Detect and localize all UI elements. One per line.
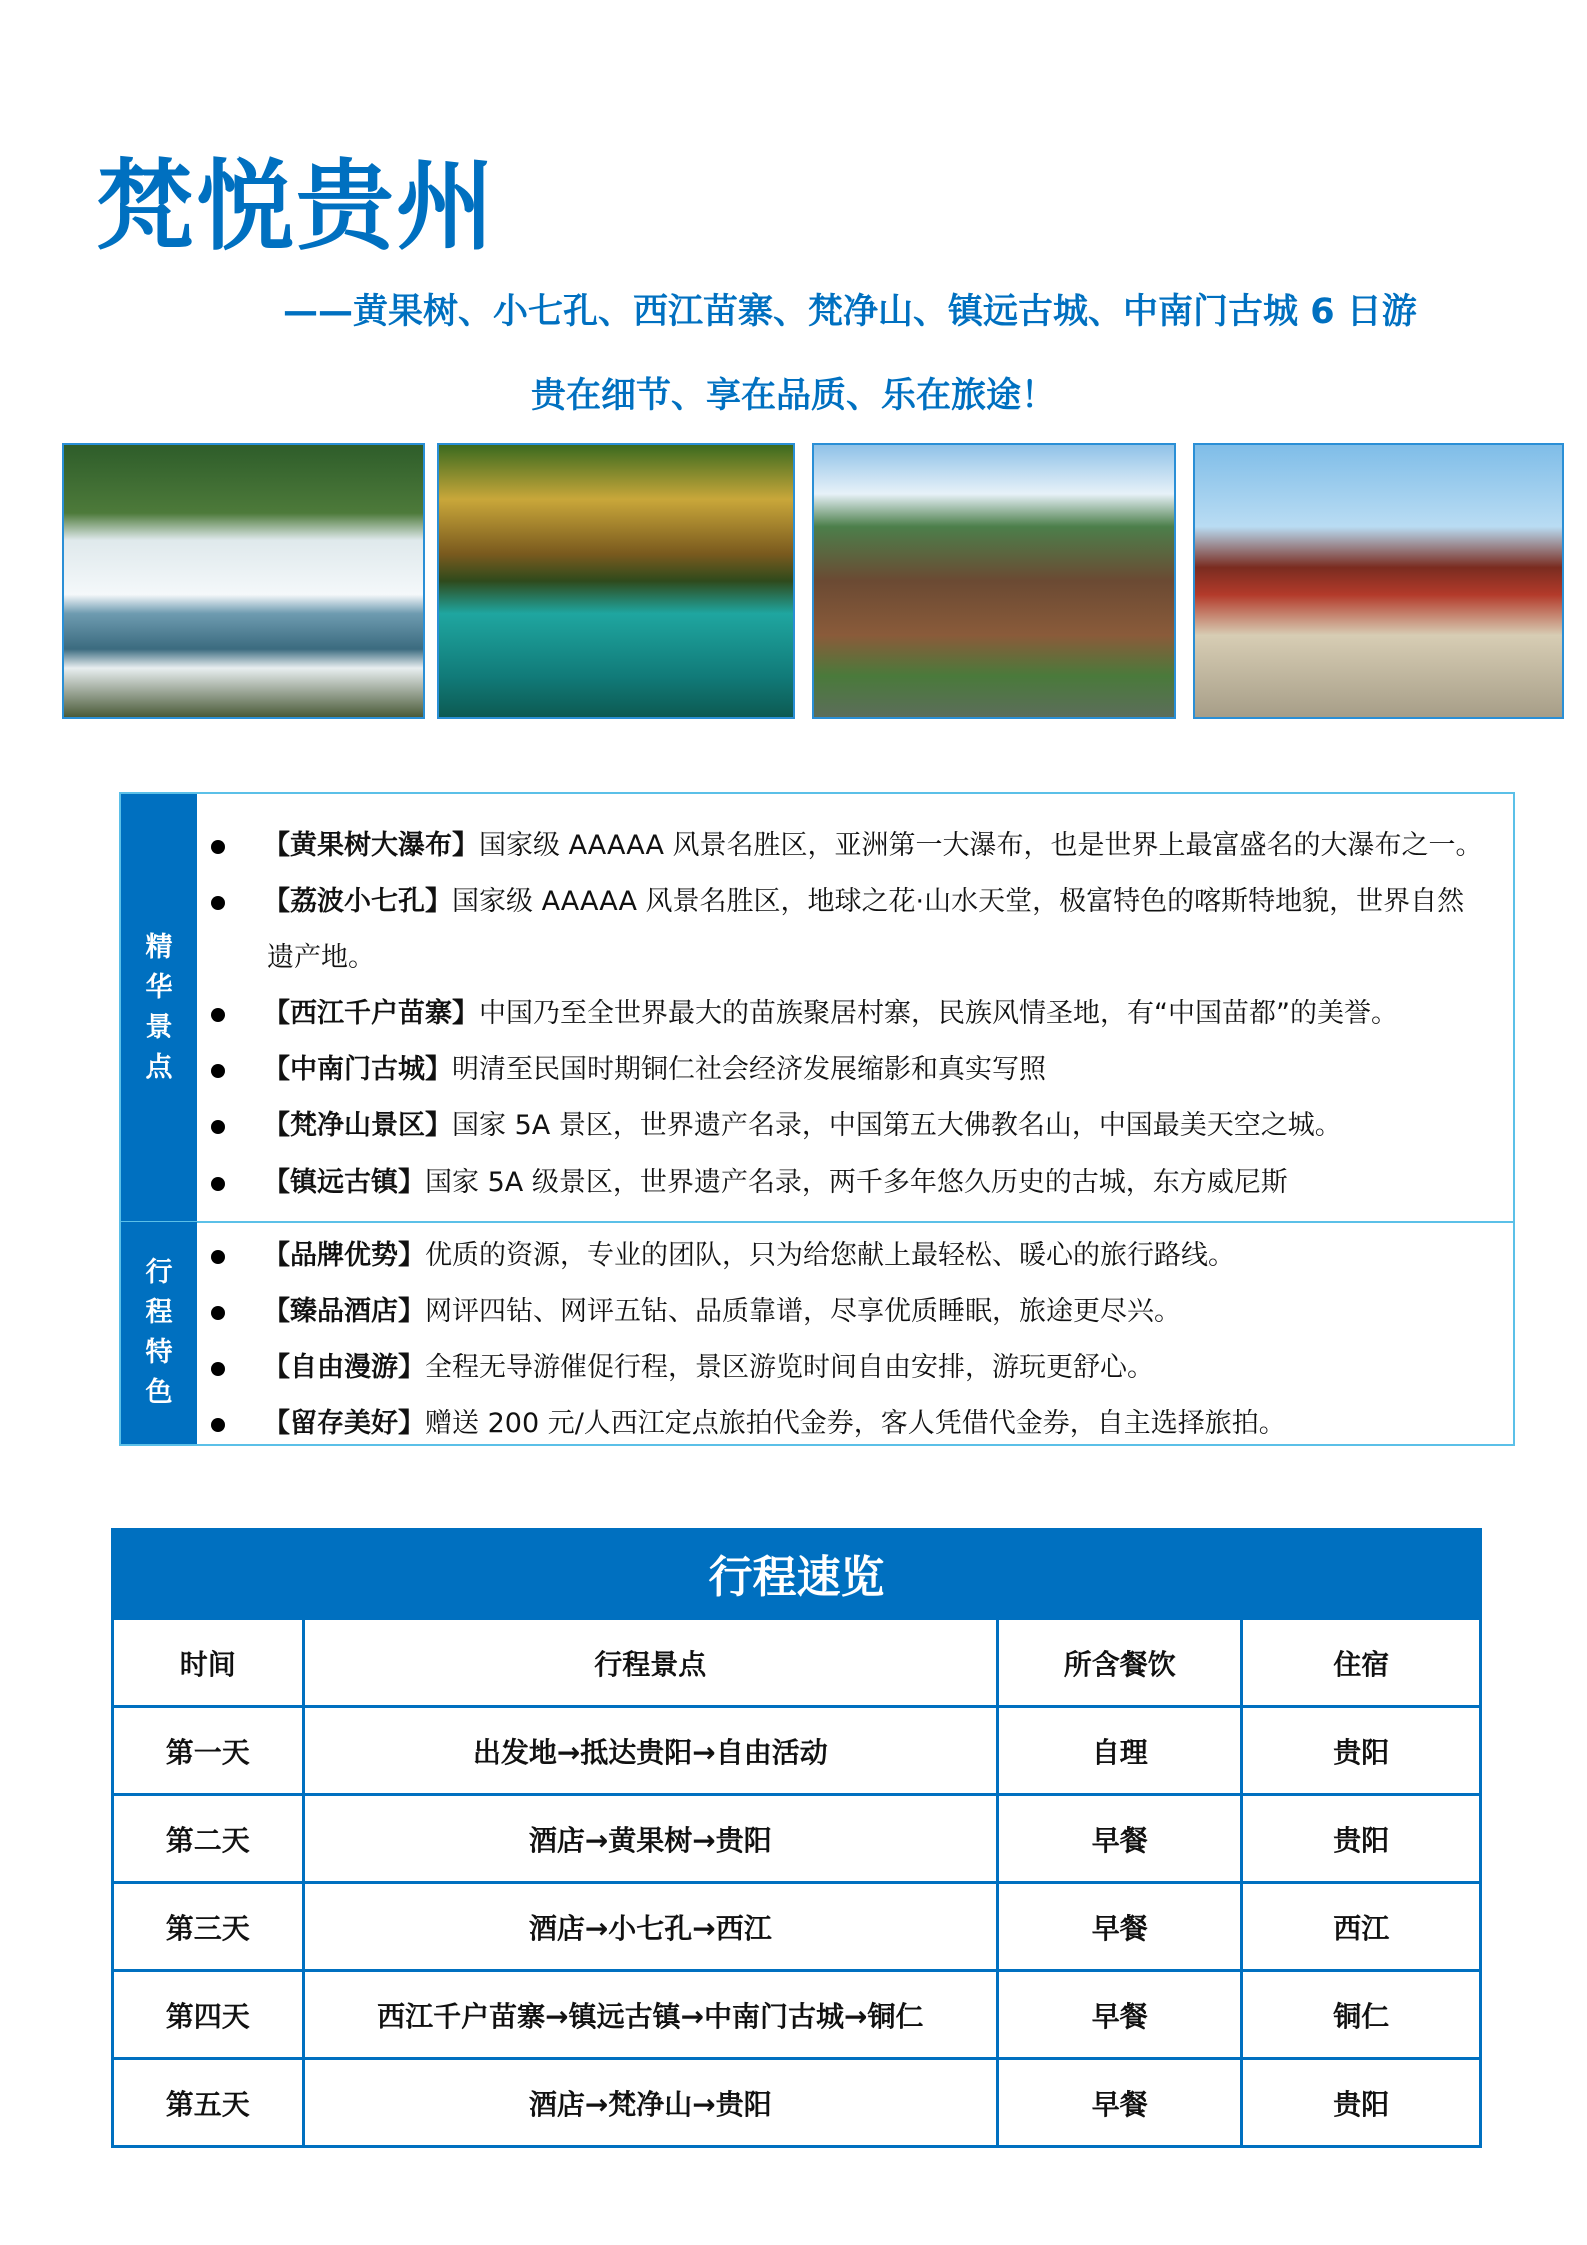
photo-xiaoqikong-bridge: [437, 443, 795, 719]
item-text-continued: 遗产地。: [267, 942, 375, 973]
column-header: 时间: [113, 1619, 304, 1707]
list-item: [211, 1294, 1181, 1330]
itinerary-title: 行程速览: [111, 1528, 1482, 1617]
item-name: 【镇远古镇】: [263, 1167, 425, 1198]
list-item: [211, 1350, 1154, 1386]
slogan: 贵在细节、享在品质、乐在旅途！: [530, 376, 1056, 416]
table-cell: 自理: [998, 1707, 1242, 1795]
table-cell: 早餐: [998, 1971, 1242, 2059]
list-item: [211, 996, 1398, 1032]
table-cell: 早餐: [998, 1795, 1242, 1883]
label-char: 精: [145, 932, 173, 963]
item-text: 赠送 200 元/人西江定点旅拍代金券，客人凭借代金券，自主选择旅拍。: [425, 1408, 1286, 1439]
list-item: [211, 884, 1464, 920]
bullet-icon: [211, 1064, 225, 1078]
highlights-label: [121, 794, 197, 1222]
label-char: 色: [145, 1377, 173, 1408]
table-cell: 酒店→梵净山→贵阳: [303, 2059, 997, 2147]
bullet-icon: [211, 1008, 225, 1022]
list-item: [211, 1406, 1286, 1442]
label-char: 点: [145, 1052, 173, 1083]
bullet-icon: [211, 1177, 225, 1191]
item-name: 【自由漫游】: [263, 1352, 425, 1383]
list-item: [211, 1108, 1342, 1144]
item-text: 中国乃至全世界最大的苗族聚居村寨，民族风情圣地，有“中国苗都”的美誉。: [479, 998, 1398, 1029]
table-cell: 铜仁: [1242, 1971, 1481, 2059]
item-text: 国家 5A 景区，世界遗产名录，中国第五大佛教名山，中国最美天空之城。: [452, 1110, 1342, 1141]
table-cell: 早餐: [998, 2059, 1242, 2147]
table-cell: 西江: [1242, 1883, 1481, 1971]
item-name: 【黄果树大瀑布】: [263, 830, 479, 861]
bullet-icon: [211, 1418, 225, 1432]
table-cell: 贵阳: [1242, 1795, 1481, 1883]
table-header-row: [113, 1619, 1481, 1707]
list-item: [211, 1165, 1288, 1201]
bullet-icon: [211, 1250, 225, 1264]
label-char: 程: [145, 1297, 173, 1328]
item-name: 【留存美好】: [263, 1408, 425, 1439]
itinerary-table: [111, 1528, 1482, 2148]
list-item: [211, 1238, 1235, 1274]
table-row: [113, 1795, 1481, 1883]
item-name: 【荔波小七孔】: [263, 886, 452, 917]
table-cell: 早餐: [998, 1883, 1242, 1971]
table-row: [113, 1707, 1481, 1795]
table-cell: 第五天: [113, 2059, 304, 2147]
column-header: 行程景点: [303, 1619, 997, 1707]
item-text: 全程无导游催促行程，景区游览时间自由安排，游玩更舒心。: [425, 1352, 1154, 1383]
bullet-icon: [211, 896, 225, 910]
table-cell: 西江千户苗寨→镇远古镇→中南门古城→铜仁: [303, 1971, 997, 2059]
column-header: 所含餐饮: [998, 1619, 1242, 1707]
page-title: 梵悦贵州: [96, 150, 497, 264]
table-row: [113, 1883, 1481, 1971]
table-cell: 第一天: [113, 1707, 304, 1795]
item-text: 国家 5A 级景区，世界遗产名录，两千多年悠久历史的古城，东方威尼斯: [425, 1167, 1288, 1198]
item-text: 国家级 AAAAA 风景名胜区，亚洲第一大瀑布，也是世界上最富盛名的大瀑布之一。: [479, 830, 1483, 861]
item-name: 【梵净山景区】: [263, 1110, 452, 1141]
bullet-icon: [211, 1306, 225, 1320]
item-name: 【品牌优势】: [263, 1240, 425, 1271]
item-text: 网评四钻、网评五钻、品质靠谱，尽享优质睡眠，旅途更尽兴。: [425, 1296, 1181, 1327]
subtitle: ——黄果树、小七孔、西江苗寨、梵净山、镇远古城、中南门古城 6 日游: [283, 292, 1417, 332]
photo-xijiang-miao-village: [812, 443, 1176, 719]
bullet-icon: [211, 1362, 225, 1376]
label-char: 特: [145, 1337, 173, 1368]
photo-zhongnanmen-gate-tower: [1193, 443, 1564, 719]
table-cell: 第二天: [113, 1795, 304, 1883]
table-cell: 酒店→黄果树→贵阳: [303, 1795, 997, 1883]
item-name: 【臻品酒店】: [263, 1296, 425, 1327]
bullet-icon: [211, 1120, 225, 1134]
features-label: [121, 1222, 197, 1444]
highlights-box: [119, 792, 1515, 1446]
table-cell: 贵阳: [1242, 1707, 1481, 1795]
table-cell: 第四天: [113, 1971, 304, 2059]
column-header: 住宿: [1242, 1619, 1481, 1707]
label-char: 华: [145, 972, 173, 1003]
table-row: [113, 1971, 1481, 2059]
item-text: 优质的资源，专业的团队，只为给您献上最轻松、暖心的旅行路线。: [425, 1240, 1235, 1271]
item-name: 【西江千户苗寨】: [263, 998, 479, 1029]
item-text: 国家级 AAAAA 风景名胜区，地球之花·山水天堂，极富特色的喀斯特地貌，世界自然: [452, 886, 1465, 917]
table-cell: 酒店→小七孔→西江: [303, 1883, 997, 1971]
table-cell: 第三天: [113, 1883, 304, 1971]
table-row: [113, 2059, 1481, 2147]
photo-huangguoshu-waterfall: [62, 443, 425, 719]
item-text: 明清至民国时期铜仁社会经济发展缩影和真实写照: [452, 1054, 1046, 1085]
table-cell: 贵阳: [1242, 2059, 1481, 2147]
label-char: 景: [145, 1012, 173, 1043]
table-cell: 出发地→抵达贵阳→自由活动: [303, 1707, 997, 1795]
section-divider: [121, 1221, 1513, 1223]
item-name: 【中南门古城】: [263, 1054, 452, 1085]
list-item: [211, 828, 1483, 864]
list-item: [211, 1052, 1046, 1088]
label-char: 行: [145, 1257, 173, 1288]
bullet-icon: [211, 840, 225, 854]
